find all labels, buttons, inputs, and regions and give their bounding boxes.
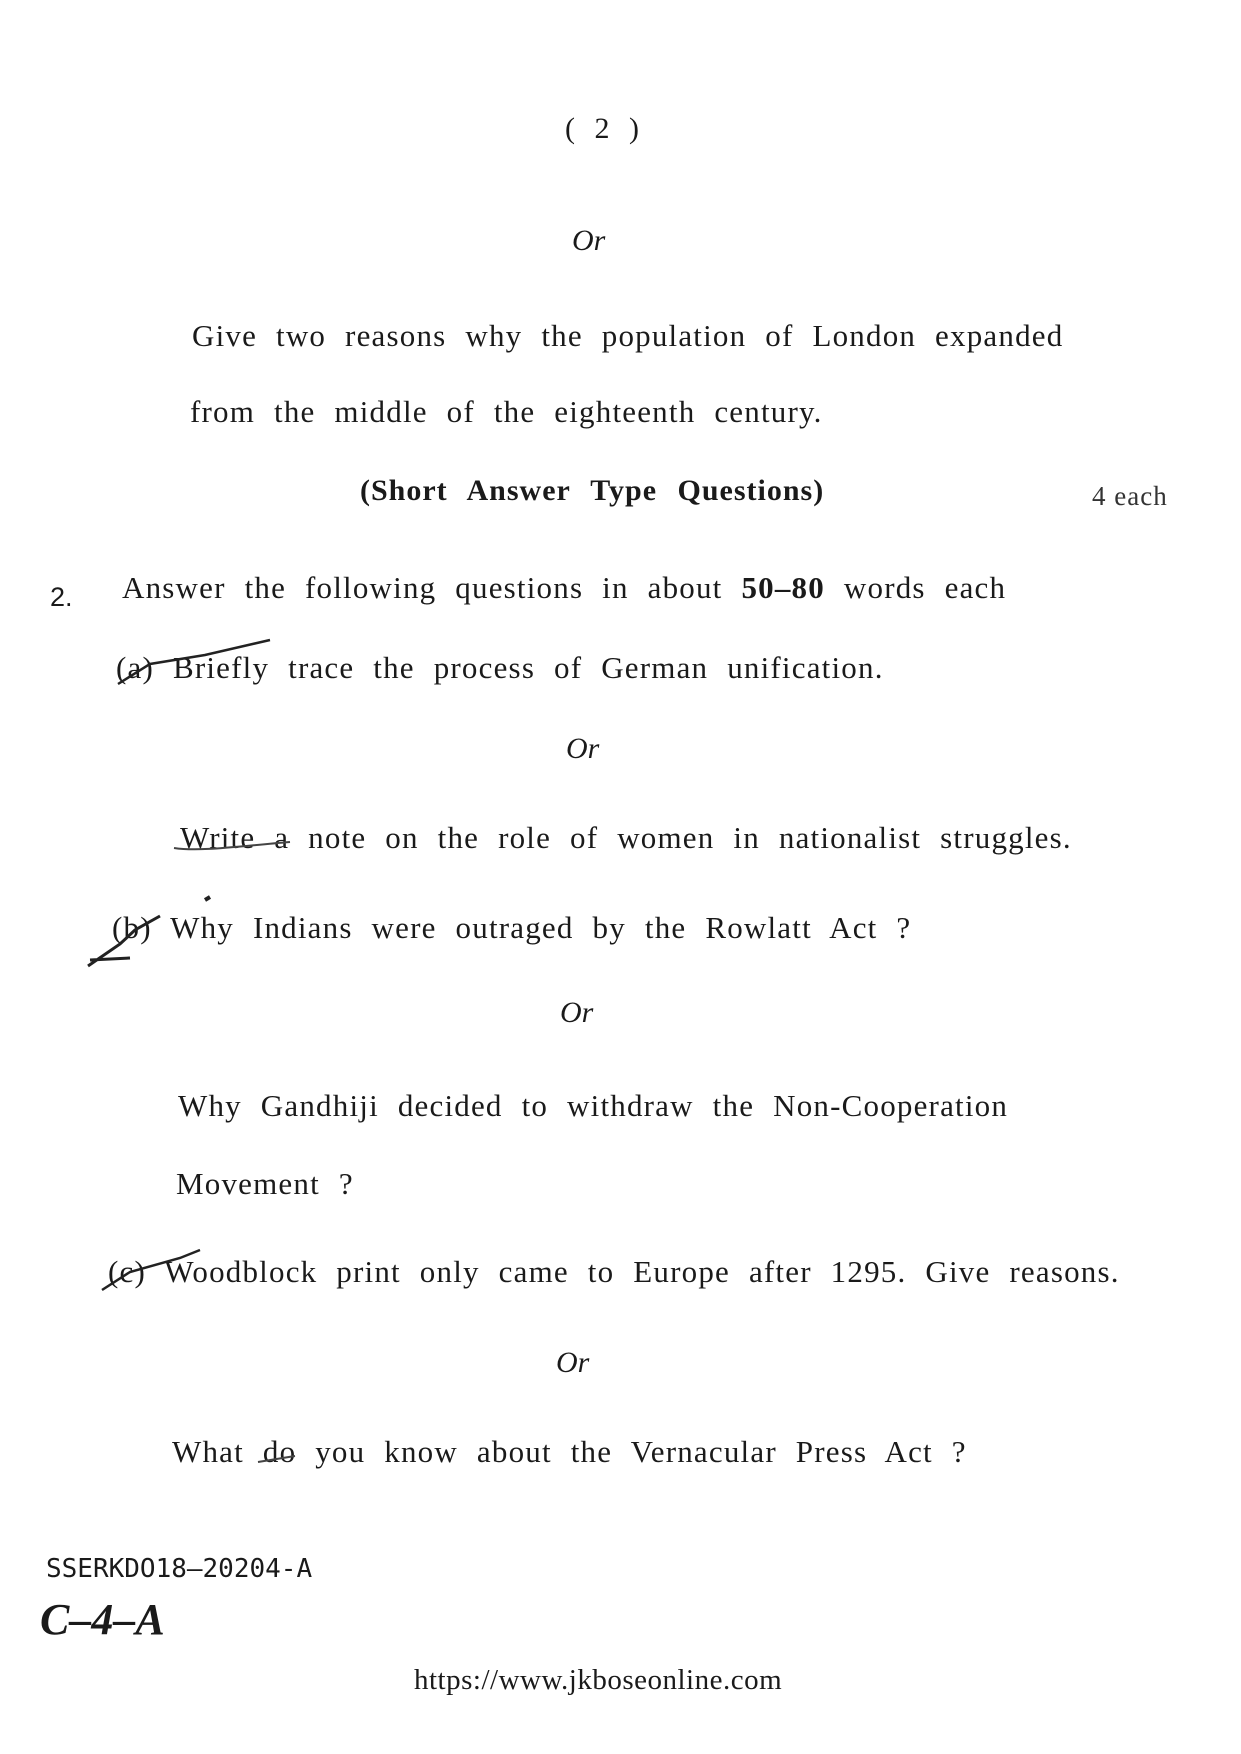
source-url: https://www.jkboseonline.com <box>414 1664 783 1696</box>
marks-label: 4 each <box>1092 481 1168 511</box>
question-text: Write a note on the role of women in nationalist struggles. <box>180 820 1072 855</box>
pen-mark-b <box>88 916 160 966</box>
sub-question-label: (a) <box>116 650 155 685</box>
word-range: 50–80 <box>741 570 825 605</box>
or-label: Or <box>560 996 594 1029</box>
sub-question-label: (b) <box>112 910 152 945</box>
question-text: Give two reasons why the population of London expanded <box>192 318 1064 353</box>
instruction-text: words each <box>843 570 1007 605</box>
pen-mark-a <box>118 640 270 684</box>
question-number: 2. <box>50 582 73 612</box>
sub-question-text: Woodblock print only came to Europe after 1295. Give reasons. <box>164 1254 1120 1289</box>
sub-question-text: Why Indians were outraged by the Rowlatt Act ? <box>170 910 912 945</box>
instruction-text: Answer the following questions in about <box>122 570 723 605</box>
pen-mark-b-dot <box>205 897 210 900</box>
page-number: ( 2 ) <box>565 112 645 145</box>
question-text: from the middle of the eighteenth century. <box>190 394 823 429</box>
sub-question-label: (c) <box>108 1254 147 1289</box>
question-text: What do you know about the Vernacular Press Act ? <box>172 1434 967 1469</box>
or-label: Or <box>566 732 600 765</box>
question-text: Why Gandhiji decided to withdraw the Non-Cooperation <box>178 1088 1009 1123</box>
pen-mark-c-alt <box>258 1456 295 1462</box>
pen-mark-c <box>102 1250 200 1290</box>
or-label: Or <box>572 224 606 257</box>
paper-code: SSERKDO18—20204-A <box>46 1554 313 1584</box>
sub-question-text: Briefly trace the process of German unification. <box>172 650 884 685</box>
pen-mark-a-alt <box>174 842 290 849</box>
series-code: C–4–A <box>40 1595 165 1644</box>
section-heading: (Short Answer Type Questions) <box>360 474 825 507</box>
question-text: Movement ? <box>176 1166 354 1201</box>
or-label: Or <box>556 1346 590 1379</box>
